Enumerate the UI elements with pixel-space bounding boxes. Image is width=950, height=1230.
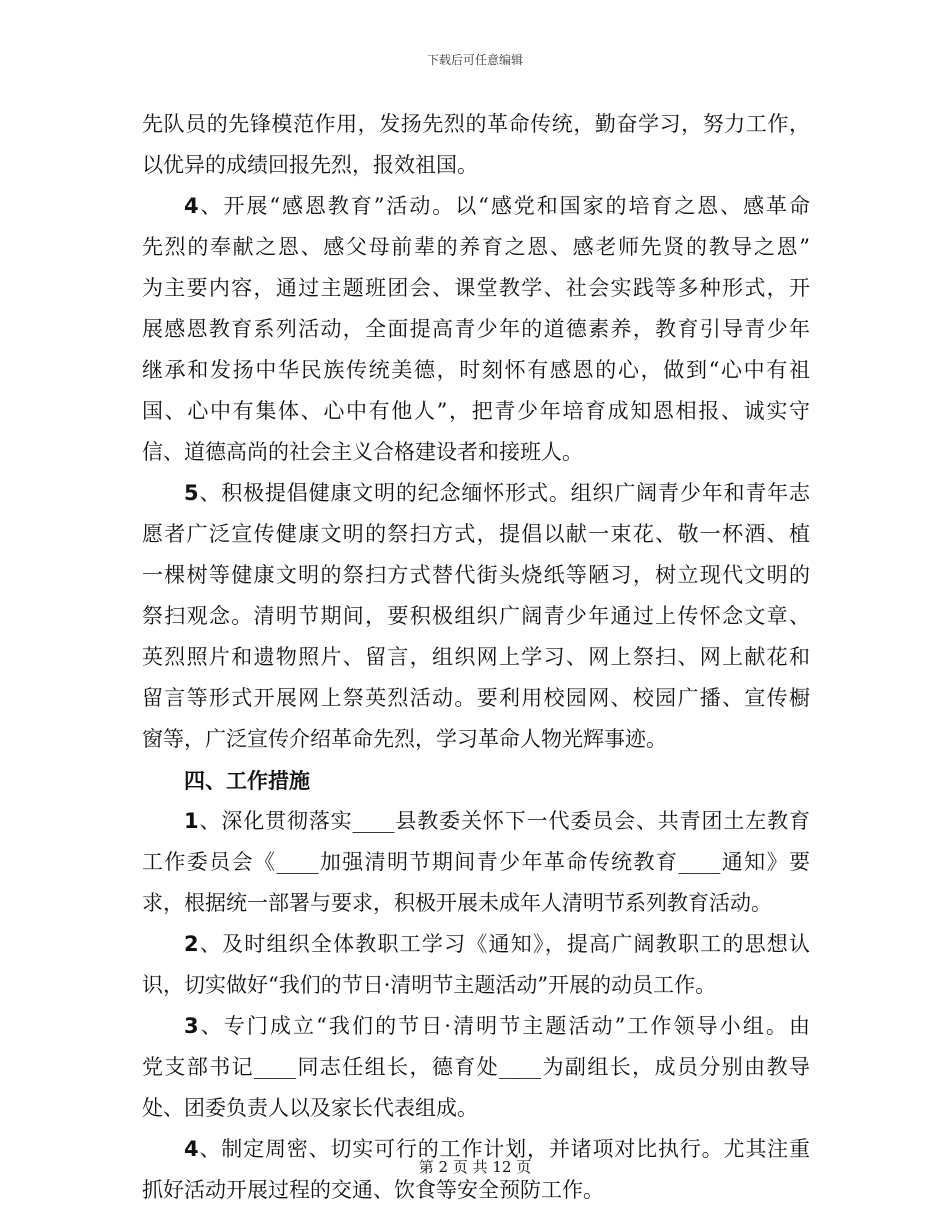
- paragraph: [142, 1006, 810, 1129]
- document-body: [142, 104, 810, 1211]
- text-span: 、深化贯彻落实____县教委关怀下一代委员会、共青团土左教育: [198, 809, 810, 833]
- paragraph-first-line: [142, 801, 810, 842]
- text-line: 为主要内容，通过主题班团会、课堂教学、社会实践等多种形式，开: [142, 276, 810, 300]
- page-header: 下载后可任意编辑: [426, 53, 523, 67]
- item-number: 1: [184, 809, 199, 833]
- paragraph-first-line: [142, 924, 810, 965]
- text-line: 窗等，广泛宣传介绍革命先烈，学习革命人物光辉事迹。: [142, 727, 667, 751]
- text-line: 先队员的先锋模范作用，发扬先烈的革命传统，勤奋学习，努力工作，: [142, 112, 810, 136]
- paragraph-first-line: [142, 1006, 810, 1047]
- paragraph: [142, 801, 810, 924]
- item-number: 3: [184, 1014, 199, 1038]
- text-line: 先烈的奉献之恩、感父母前辈的养育之恩、感老师先贤的教导之恩”: [142, 235, 810, 259]
- paragraph-first-line: [142, 186, 810, 227]
- text-span: 、制定周密、切实可行的工作计划，并诸项对比执行。尤其注重: [198, 1137, 810, 1161]
- text-line: 英烈照片和遗物照片、留言，组织网上学习、网上祭扫、网上献花和: [142, 645, 810, 669]
- text-line: 工作委员会《____加强清明节期间青少年革命传统教育____通知》要: [142, 850, 810, 874]
- text-line: 国、心中有集体、心中有他人”，把青少年培育成知恩相报、诚实守: [142, 399, 810, 423]
- paragraph: [142, 104, 810, 186]
- text-line: 抓好活动开展过程的交通、饮食等安全预防工作。: [142, 1178, 604, 1202]
- text-line: 展感恩教育系列活动，全面提高青少年的道德素养，教育引导青少年: [142, 317, 810, 341]
- text-line: 继承和发扬中华民族传统美德，时刻怀有感恩的心，做到“心中有祖: [142, 358, 810, 382]
- text-line: 祭扫观念。清明节期间，要积极组织广阔青少年通过上传怀念文章、: [142, 604, 810, 628]
- text-line: 党支部书记____同志任组长，德育处____为副组长，成员分别由教导: [142, 1055, 810, 1079]
- item-number: 4: [184, 1137, 199, 1161]
- paragraph-first-line: [142, 473, 810, 514]
- text-span: 、开展“感恩教育”活动。以“感党和国家的培育之恩、感革命: [198, 194, 810, 218]
- text-line: 识，切实做好“我们的节日·清明节主题活动”开展的动员工作。: [142, 973, 717, 997]
- text-line: 一棵树等健康文明的祭扫方式替代街头烧纸等陋习，树立现代文明的: [142, 563, 810, 587]
- paragraph: [142, 924, 810, 1006]
- item-number: 4: [184, 194, 199, 218]
- text-line: 求，根据统一部署与要求，积极开展未成年人清明节系列教育活动。: [142, 891, 772, 915]
- section-heading: 四、工作措施: [184, 768, 310, 793]
- text-span: 、积极提倡健康文明的纪念缅怀形式。组织广阔青少年和青年志: [198, 481, 810, 505]
- text-span: 、及时组织全体教职工学习《通知》，提高广阔教职工的思想认: [198, 932, 810, 956]
- paragraph: [142, 473, 810, 760]
- paragraph: [142, 186, 810, 473]
- text-line: 以优异的成绩回报先烈，报效祖国。: [142, 153, 478, 177]
- page-number: 第 2 页 共 12 页: [418, 1158, 532, 1176]
- text-line: 留言等形式开展网上祭英烈活动。要利用校园网、校园广播、宣传橱: [142, 686, 810, 710]
- text-span: 、专门成立“我们的节日·清明节主题活动”工作领导小组。由: [198, 1014, 810, 1038]
- text-line: 处、团委负责人以及家长代表组成。: [142, 1096, 478, 1120]
- item-number: 5: [184, 481, 199, 505]
- text-line: 信、道德高尚的社会主义合格建设者和接班人。: [142, 440, 583, 464]
- item-number: 2: [184, 932, 199, 956]
- text-line: 愿者广泛宣传健康文明的祭扫方式，提倡以献一束花、敬一杯酒、植: [142, 522, 810, 546]
